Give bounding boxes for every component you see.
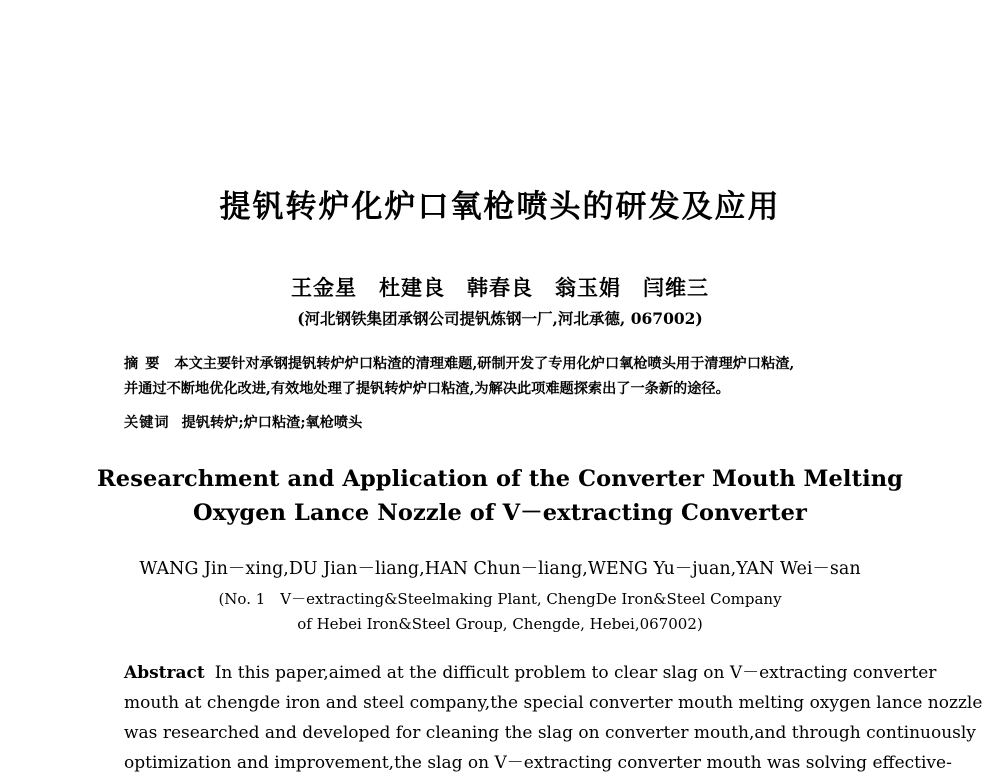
chinese-author: 杜建良 [379, 275, 445, 300]
chinese-author-list [0, 274, 1000, 302]
english-title [0, 462, 1000, 530]
chinese-title: 提钒转炉化炉口氧枪喷头的研发及应用 [219, 189, 781, 225]
chinese-author: 王金星 [291, 275, 357, 300]
chinese-author: 翁玉娟 [555, 275, 621, 300]
chinese-author: 闫维三 [643, 275, 709, 300]
english-abstract-line-1 [124, 658, 937, 688]
chinese-affiliation: (河北钢铁集团承钢公司提钒炼钢一厂,河北承德, 067002) [297, 309, 703, 328]
chinese-abstract-label: 摘要 [124, 356, 167, 372]
chinese-abstract [124, 352, 884, 401]
chinese-abstract-text: 并通过不断地优化改进,有效地处理了提钒转炉炉口粘渣,为解决此项难题探索出了一条新的途径。 [124, 380, 730, 397]
english-affiliation-line-2: of Hebei Iron&Steel Group, Chengde, Hebei,067002) [297, 615, 703, 633]
english-affiliation-line-1: (No. 1 V－extracting&Steelmaking Plant, ChengDe Iron&Steel Company [218, 590, 782, 608]
english-author-list: WANG Jin－xing,DU Jian－liang,HAN Chun－liang,WENG Yu－juan,YAN Wei－san [139, 559, 861, 579]
english-abstract-line-3: was researched and developed for cleaning the slag on converter mouth,and through continuously [124, 723, 976, 743]
chinese-keywords-text: 提钒转炉;炉口粘渣;氧枪喷头 [181, 415, 363, 431]
english-abstract [124, 658, 983, 778]
chinese-abstract-text: 本文主要针对承钢提钒转炉炉口粘渣的清理难题,研制开发了专用化炉口氧枪喷头用于清理炉口粘渣, [174, 356, 795, 372]
chinese-keywords-label: 关键词 [124, 415, 170, 431]
english-abstract-line-4: optimization and improvement,the slag on V－extracting converter mouth was solving effective- [124, 753, 952, 773]
chinese-abstract-line-2 [124, 377, 884, 402]
chinese-keywords [124, 412, 884, 434]
english-affiliation [0, 587, 1000, 637]
chinese-author: 韩春良 [467, 275, 533, 300]
english-abstract-text: In this paper,aimed at the difficult problem to clear slag on V－extracting converter [214, 663, 937, 683]
english-abstract-line-2: mouth at chengde iron and steel company,the special converter mouth melting oxygen lance nozzle [124, 693, 983, 713]
english-title-line-2: Oxygen Lance Nozzle of V－extracting Converter [193, 500, 807, 526]
chinese-abstract-line-1 [124, 352, 884, 377]
english-abstract-label: Abstract [124, 663, 205, 683]
english-title-line-1: Researchment and Application of the Converter Mouth Melting [96, 466, 904, 492]
